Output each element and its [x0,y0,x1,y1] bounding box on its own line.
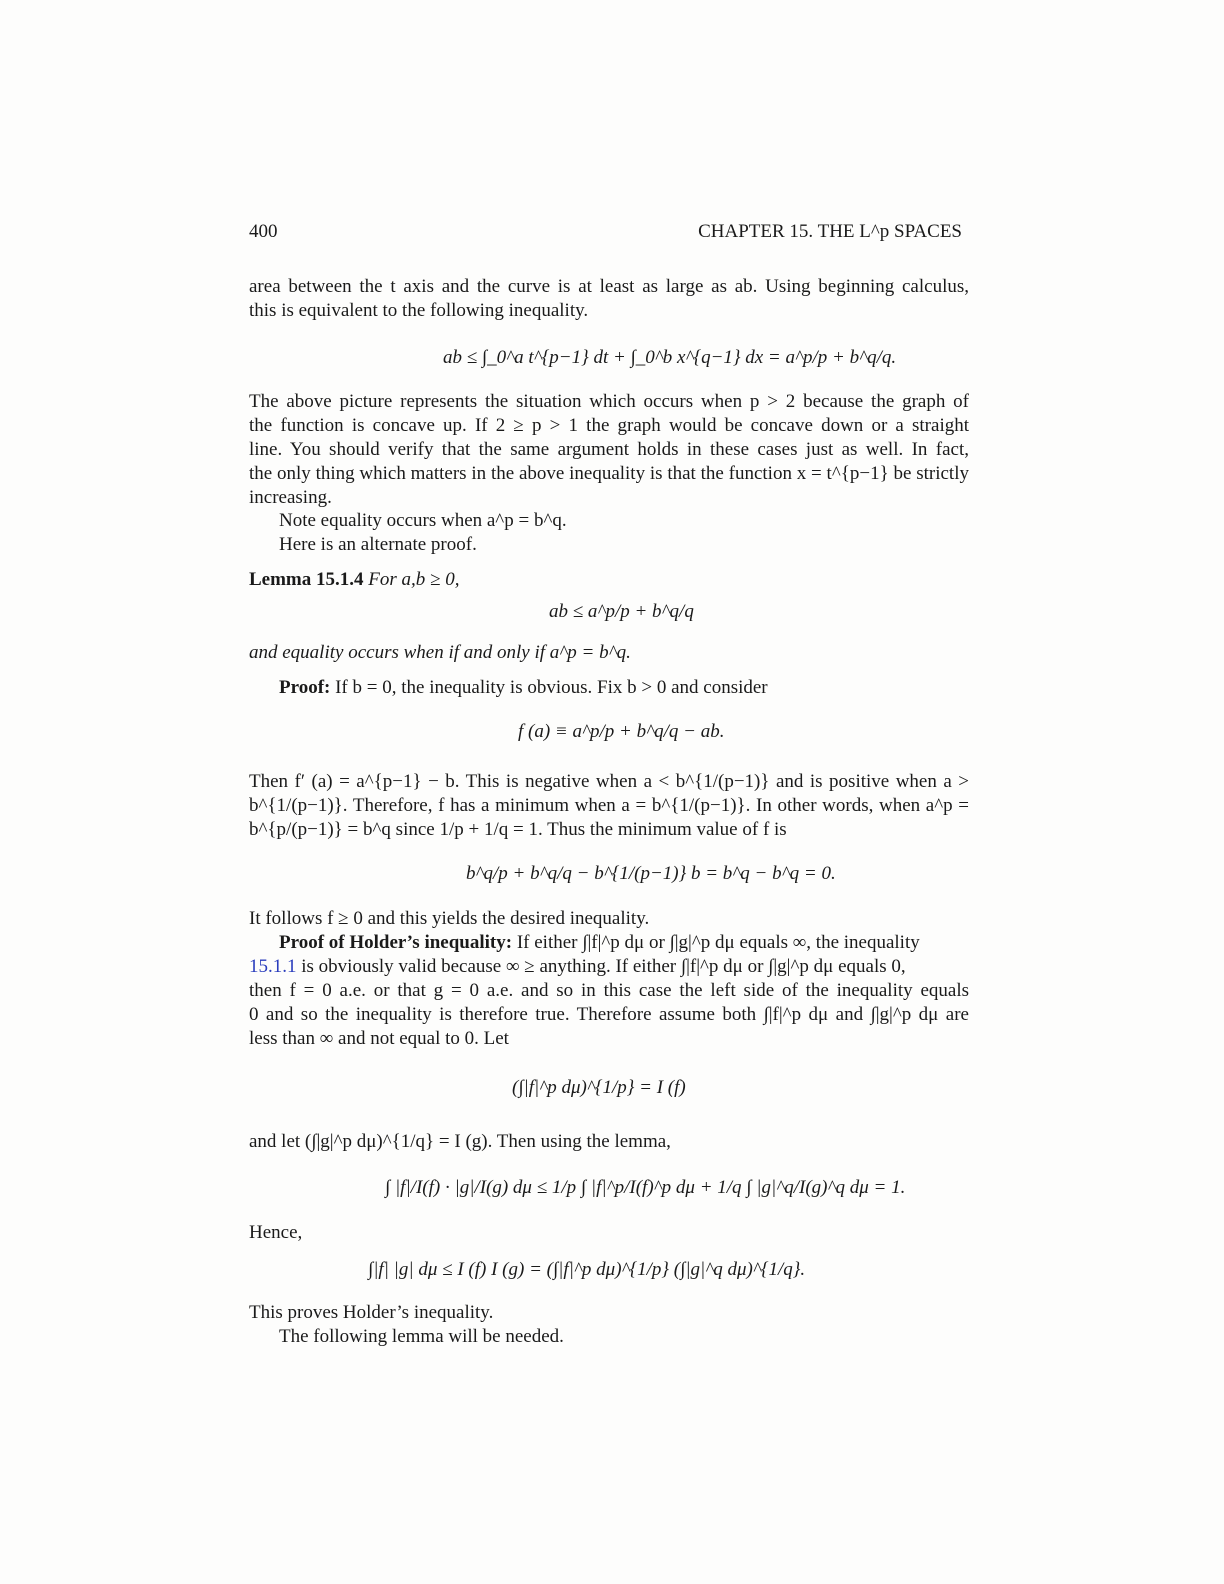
paragraph-line: less than ∞ and not equal to 0. Let [249,1028,509,1049]
paragraph-line: then f = 0 a.e. or that g = 0 a.e. and so in this case the left side of the inequality equals [249,980,969,1001]
display-equation: ∫ |f|/I(f) · |g|/I(g) dμ ≤ 1/p ∫ |f|^p/I(f)^p dμ + 1/q ∫ |g|^q/I(g)^q dμ = 1. [385,1177,906,1198]
paragraph-line: The following lemma will be needed. [279,1326,564,1347]
display-equation: (∫|f|^p dμ)^{1/p} = I (f) [512,1077,686,1098]
paragraph-line: and let (∫|g|^p dμ)^{1/q} = I (g). Then using the lemma, [249,1131,671,1152]
holder-proof-label: Proof of Holder’s inequality: [279,932,513,953]
proof-text: If b = 0, the inequality is obvious. Fix b > 0 and consider [335,677,768,698]
paragraph-line: It follows f ≥ 0 and this yields the desired inequality. [249,908,650,929]
paragraph-line [249,955,906,979]
paragraph-line: increasing. [249,487,332,508]
proof-label: Proof: [279,677,331,698]
lemma-tail: and equality occurs when if and only if a^p = b^q. [249,642,631,663]
display-equation: ∫|f| |g| dμ ≤ I (f) I (g) = (∫|f|^p dμ)^{1/p} (∫|g|^q dμ)^{1/q}. [368,1259,806,1280]
paragraph-line: line. You should verify that the same argument holds in these cases just as well. In fact, [249,439,969,460]
lemma-text: For a,b ≥ 0, [368,569,460,590]
paragraph-text: is obviously valid because ∞ ≥ anything. If either ∫|f|^p dμ or ∫|g|^p dμ equals 0, [301,956,906,977]
display-equation: f (a) ≡ a^p/p + b^q/q − ab. [518,721,725,742]
paragraph-line: the only thing which matters in the above inequality is that the function x = t^{p−1} be strictly [249,463,969,484]
display-equation: ab ≤ a^p/p + b^q/q [549,601,694,622]
paragraph-line: This proves Holder’s inequality. [249,1302,494,1323]
paragraph-line: this is equivalent to the following inequality. [249,300,589,321]
running-header: CHAPTER 15. THE L^p SPACES [698,221,962,242]
paragraph-line: Here is an alternate proof. [279,534,477,555]
display-equation: ab ≤ ∫_0^a t^{p−1} dt + ∫_0^b x^{q−1} dx = a^p/p + b^q/q. [443,347,897,368]
paragraph-line: b^{p/(p−1)} = b^q since 1/p + 1/q = 1. Thus the minimum value of f is [249,819,787,840]
page-number: 400 [249,221,278,242]
lemma-label: Lemma 15.1.4 [249,569,364,590]
paragraph-line: 0 and so the inequality is therefore true. Therefore assume both ∫|f|^p dμ and ∫|g|^p dμ are [249,1004,969,1025]
paragraph-line: Note equality occurs when a^p = b^q. [279,510,567,531]
holder-proof-text: If either ∫|f|^p dμ or ∫|g|^p dμ equals ∞, the inequality [516,932,920,953]
paragraph-line: Hence, [249,1222,303,1243]
lemma-statement [249,568,459,592]
equation-reference-link[interactable]: 15.1.1 [249,956,297,977]
paragraph-line: b^{1/(p−1)}. Therefore, f has a minimum when a = b^{1/(p−1)}. In other words, when a^p = [249,795,969,816]
proof-line [279,676,768,700]
paragraph-line: Then f′ (a) = a^{p−1} − b. This is negative when a < b^{1/(p−1)} and is positive when a > [249,771,969,792]
paragraph-line: the function is concave up. If 2 ≥ p > 1 the graph would be concave down or a straight [249,415,969,436]
paragraph-line: area between the t axis and the curve is at least as large as ab. Using beginning calculus, [249,276,969,297]
paragraph-line [279,931,969,955]
paragraph-line: The above picture represents the situation which occurs when p > 2 because the graph of [249,391,969,412]
display-equation: b^q/p + b^q/q − b^{1/(p−1)} b = b^q − b^q = 0. [466,863,836,884]
